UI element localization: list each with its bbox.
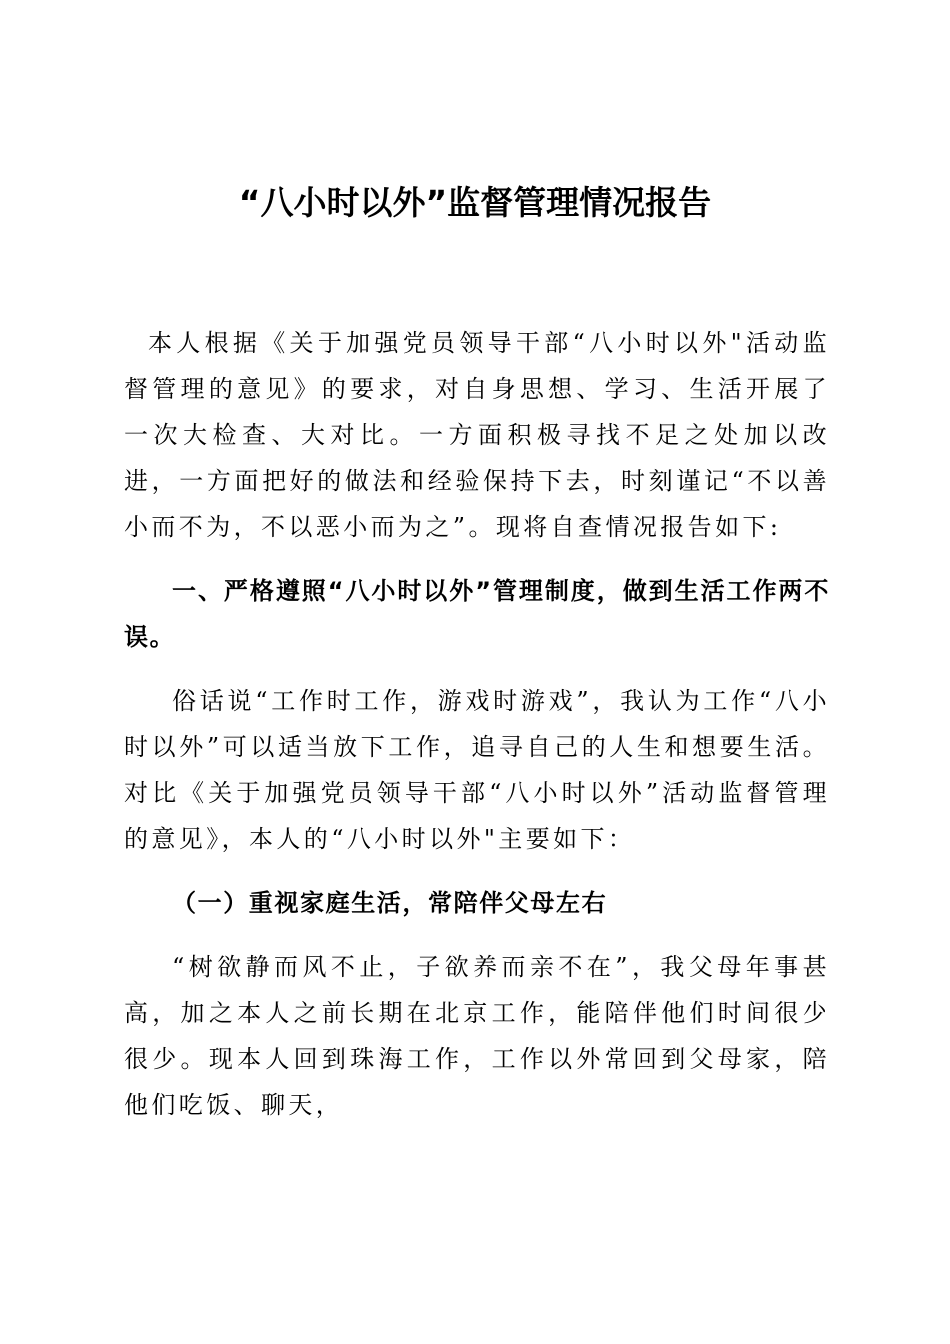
document-title: “八小时以外”监督管理情况报告: [238, 183, 712, 222]
paragraph-section-1: 俗话说“工作时工作，游戏时游戏”，我认为工作“八小时以外”可以适当放下工作，追寻自己的人生和想要生活。对比《关于加强党员领导干部“八小时以外”活动监督管理的意见》，本人的“八小时以外"主要如下：: [124, 687, 830, 853]
paragraph-intro: 本人根据《关于加强党员领导干部“八小时以外"活动监督管理的意见》的要求，对自身思想、学习、生活开展了一次大检查、大对比。一方面积极寻找不足之处加以改进，一方面把好的做法和经验保持下去，时刻谨记“不以善小而不为，不以恶小而为之”。现将自查情况报告如下:: [124, 329, 830, 541]
subsection-heading-1: （一）重视家庭生活，常陪伴父母左右: [172, 889, 608, 917]
section-heading-1: 一、严格遵照“八小时以外”管理制度，做到生活工作两不误。: [124, 577, 830, 651]
paragraph-subsection-1: “树欲静而风不止，子欲养而亲不在”，我父母年事甚高，加之本人之前长期在北京工作，能陪伴他们时间很少很少。现本人回到珠海工作，工作以外常回到父母家，陪他们吃饭、聊天，: [124, 953, 830, 1119]
document-body: [124, 320, 830, 1128]
